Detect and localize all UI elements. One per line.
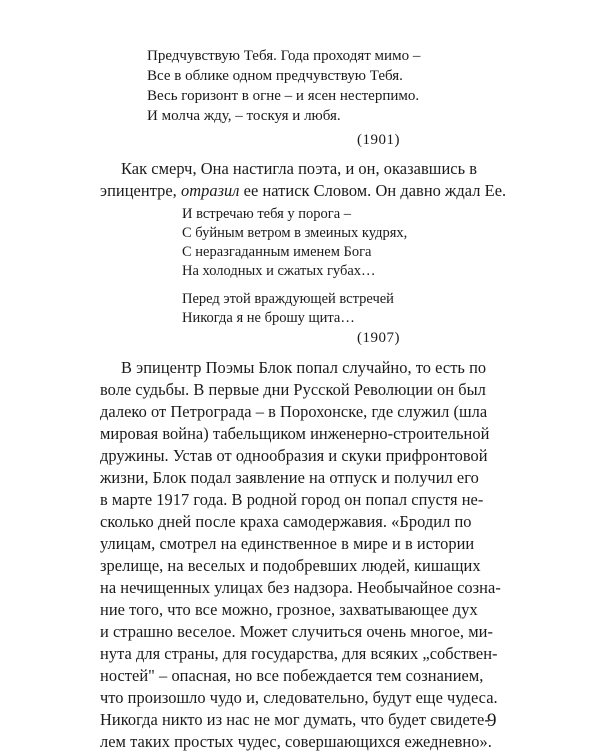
page-number: 9 [487, 710, 497, 731]
body-line-17: Никогда никто из нас не мог думать, что будет свидете- [100, 710, 490, 729]
transition-line-2 [100, 180, 506, 201]
body-line-10: зрелище, на веселых и подобревших людей, кишащих [100, 556, 481, 575]
body-line-14: нута для страны, для государства, для всяких „собствен- [100, 644, 498, 663]
poem-2-line-2: С буйным ветром в змеиных кудрях, [182, 225, 408, 241]
body-line-15: ностей" – опасная, но все побеждается тем сознанием, [100, 666, 484, 685]
poem-2-line-3: С неразгаданным именем Бога [182, 244, 372, 260]
body-line-18: лем таких простых чудес, совершающихся ежедневно». [100, 732, 492, 751]
poem-1-line-4: И молча жду, – тоскуя и любя. [147, 108, 341, 124]
poem-1-year: (1901) [357, 132, 400, 148]
poem-2-year: (1907) [357, 330, 400, 346]
transition-line-2-start: эпицентре, [100, 181, 181, 200]
body-line-12: ние того, что все можно, грозное, захватывающее дух [100, 600, 478, 619]
poem-2-line-1: И встречаю тебя у порога – [182, 206, 352, 222]
poem-2-line-6: Никогда я не брошу щита… [182, 310, 355, 326]
body-line-9: улицам, смотрел на единственное в мире и в истории [100, 534, 475, 553]
body-line-1: В эпицентр Поэмы Блок попал случайно, то есть по [121, 358, 487, 377]
body-line-6: жизни, Блок подал заявление на отпуск и получил его [100, 468, 479, 487]
body-line-3: далеко от Петрограда – в Порохонске, где служил (шла [100, 402, 488, 421]
body-line-7: в марте 1917 года. В родной город он попал спустя не- [100, 490, 484, 509]
transition-italic-word: отразил [180, 181, 240, 200]
body-line-16: что произошло чудо и, следовательно, будут еще чудеса. [100, 688, 498, 707]
body-line-4: мировая война) табельщиком инженерно-строительной [100, 424, 490, 443]
poem-1-line-3: Весь горизонт в огне – и ясен нестерпимо. [147, 88, 420, 104]
transition-line-1: Как смерч, Она настигла поэта, и он, оказавшись в [121, 159, 478, 178]
body-line-8: сколько дней после краха самодержавия. «Бродил по [100, 512, 472, 531]
body-line-13: и страшно веселое. Может случиться очень многое, ми- [100, 622, 493, 641]
body-line-11: на нечищенных улицах без надзора. Необычайное созна- [100, 578, 501, 597]
poem-1-line-1: Предчувствую Тебя. Года проходят мимо – [147, 48, 421, 64]
poem-2-line-5: Перед этой враждующей встречей [182, 291, 394, 307]
poem-2-line-4: На холодных и сжатых губах… [182, 263, 376, 279]
body-line-2: воле судьбы. В первые дни Русской Революции он был [100, 380, 486, 399]
poem-1-line-2: Все в облике одном предчувствую Тебя. [147, 68, 403, 84]
transition-line-2-end: ее натиск Словом. Он давно ждал Ее. [239, 181, 507, 200]
body-line-5: дружины. Устав от однообразия и скуки прифронтовой [100, 446, 488, 465]
